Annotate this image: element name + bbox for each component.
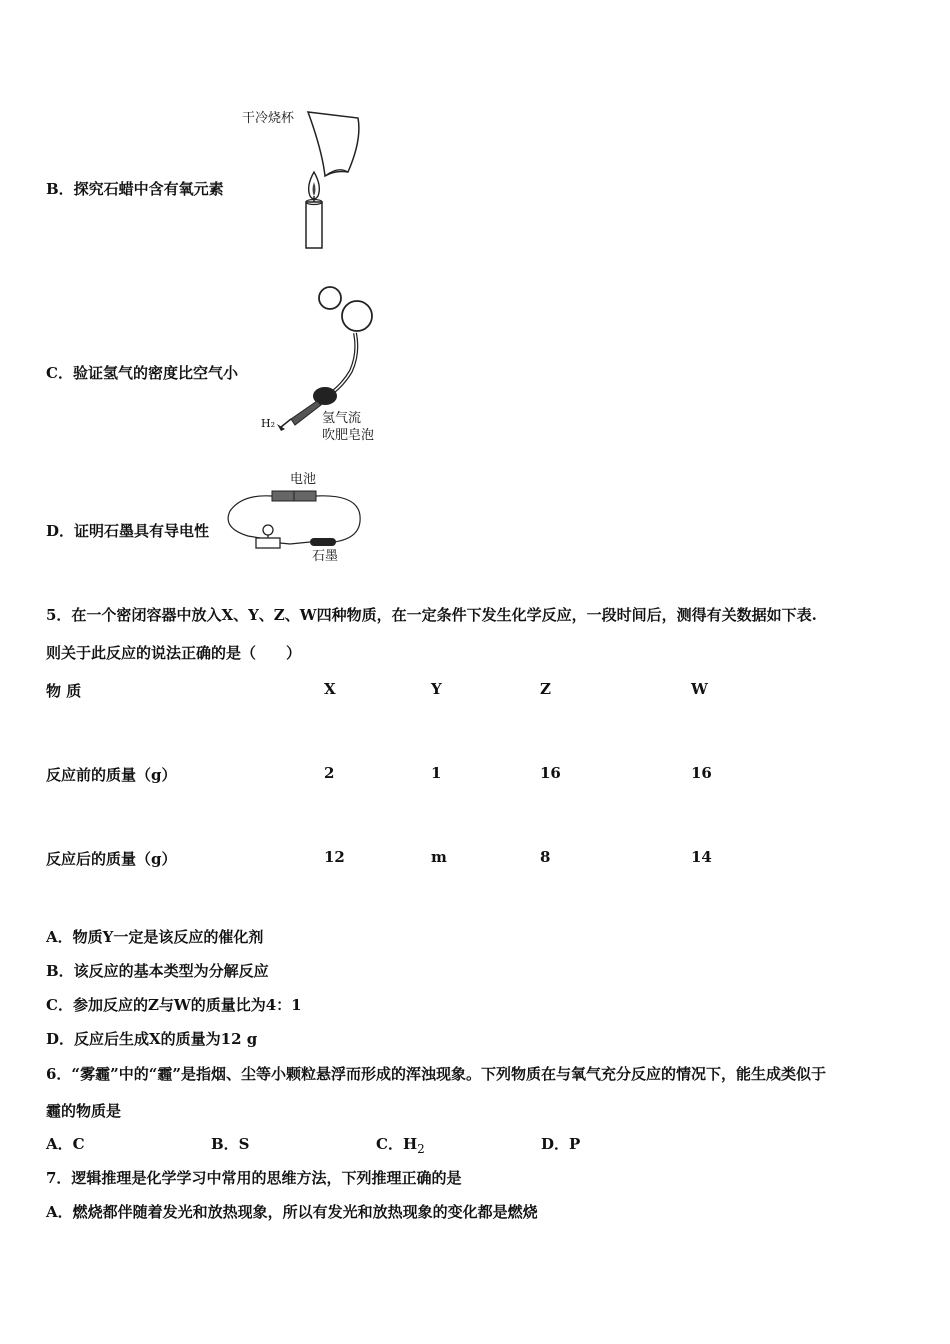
candle-beaker-figure — [230, 100, 370, 255]
graphite-circuit-figure — [220, 466, 370, 566]
table-cell: 12 — [324, 848, 345, 866]
hydrogen-bubble-figure — [255, 283, 390, 443]
q6-stem-line2: 霾的物质是 — [46, 1102, 122, 1120]
table-header-substance: 物 质 — [46, 682, 82, 700]
table-cell: 1 — [431, 764, 442, 782]
table-cell: m — [431, 848, 447, 866]
q4-option-d: D．证明石墨具有导电性 — [46, 522, 210, 540]
table-cell: 16 — [691, 764, 712, 782]
q7-option-a: A．燃烧都伴随着发光和放热现象，所以有发光和放热现象的变化都是燃烧 — [46, 1203, 538, 1221]
table-row-after-label: 反应后的质量（g） — [46, 850, 177, 868]
q6-option-a: A．C — [46, 1135, 85, 1153]
q7-stem: 7．逻辑推理是化学学习中常用的思维方法，下列推理正确的是 — [46, 1169, 462, 1187]
q5-option-b: B．该反应的基本类型为分解反应 — [46, 962, 269, 980]
figure-label-blow-bubbles: 吹肥皂泡 — [322, 428, 375, 443]
table-cell: 14 — [691, 848, 712, 866]
q6-option-d: D．P — [541, 1135, 581, 1153]
q5-stem-line1: 5．在一个密闭容器中放入X、Y、Z、W四种物质，在一定条件下发生化学反应，一段时间后，测得有关数据如下表. — [46, 606, 817, 624]
table-header-x: X — [324, 680, 336, 698]
table-cell: 2 — [324, 764, 335, 782]
figure-label-battery: 电池 — [290, 472, 317, 487]
q4-option-b: B．探究石蜡中含有氧元素 — [46, 180, 224, 198]
figure-label-dry-beaker: 干冷烧杯 — [242, 111, 295, 126]
q5-option-d: D．反应后生成X的质量为12 g — [46, 1030, 258, 1048]
q6-option-c — [376, 1133, 425, 1156]
table-cell: 8 — [540, 848, 551, 866]
figure-label-h2: H₂ — [261, 417, 276, 430]
figure-label-graphite: 石墨 — [312, 549, 339, 564]
q6-option-b: B．S — [211, 1135, 250, 1153]
q4-option-c: C．验证氢气的密度比空气小 — [46, 364, 238, 382]
table-header-z: Z — [540, 680, 551, 698]
figure-label-hydrogen-flow: 氢气流 — [322, 411, 362, 426]
q5-stem-line2: 则关于此反应的说法正确的是（ ） — [46, 644, 302, 662]
table-header-y: Y — [431, 680, 442, 698]
table-cell: 16 — [540, 764, 561, 782]
table-header-w: W — [691, 680, 708, 698]
q6-option-c-text: C．H — [376, 1135, 418, 1153]
q5-option-a: A．物质Y一定是该反应的催化剂 — [46, 928, 264, 946]
q6-option-c-subscript: 2 — [417, 1142, 425, 1156]
table-row-before-label: 反应前的质量（g） — [46, 766, 177, 784]
q6-stem-line1: 6．“雾霾”中的“霾”是指烟、尘等小颗粒悬浮而形成的浑浊现象。下列物质在与氧气充分反应的情况下，能生成类似于 — [46, 1065, 826, 1083]
q5-option-c: C．参加反应的Z与W的质量比为4：1 — [46, 996, 302, 1014]
